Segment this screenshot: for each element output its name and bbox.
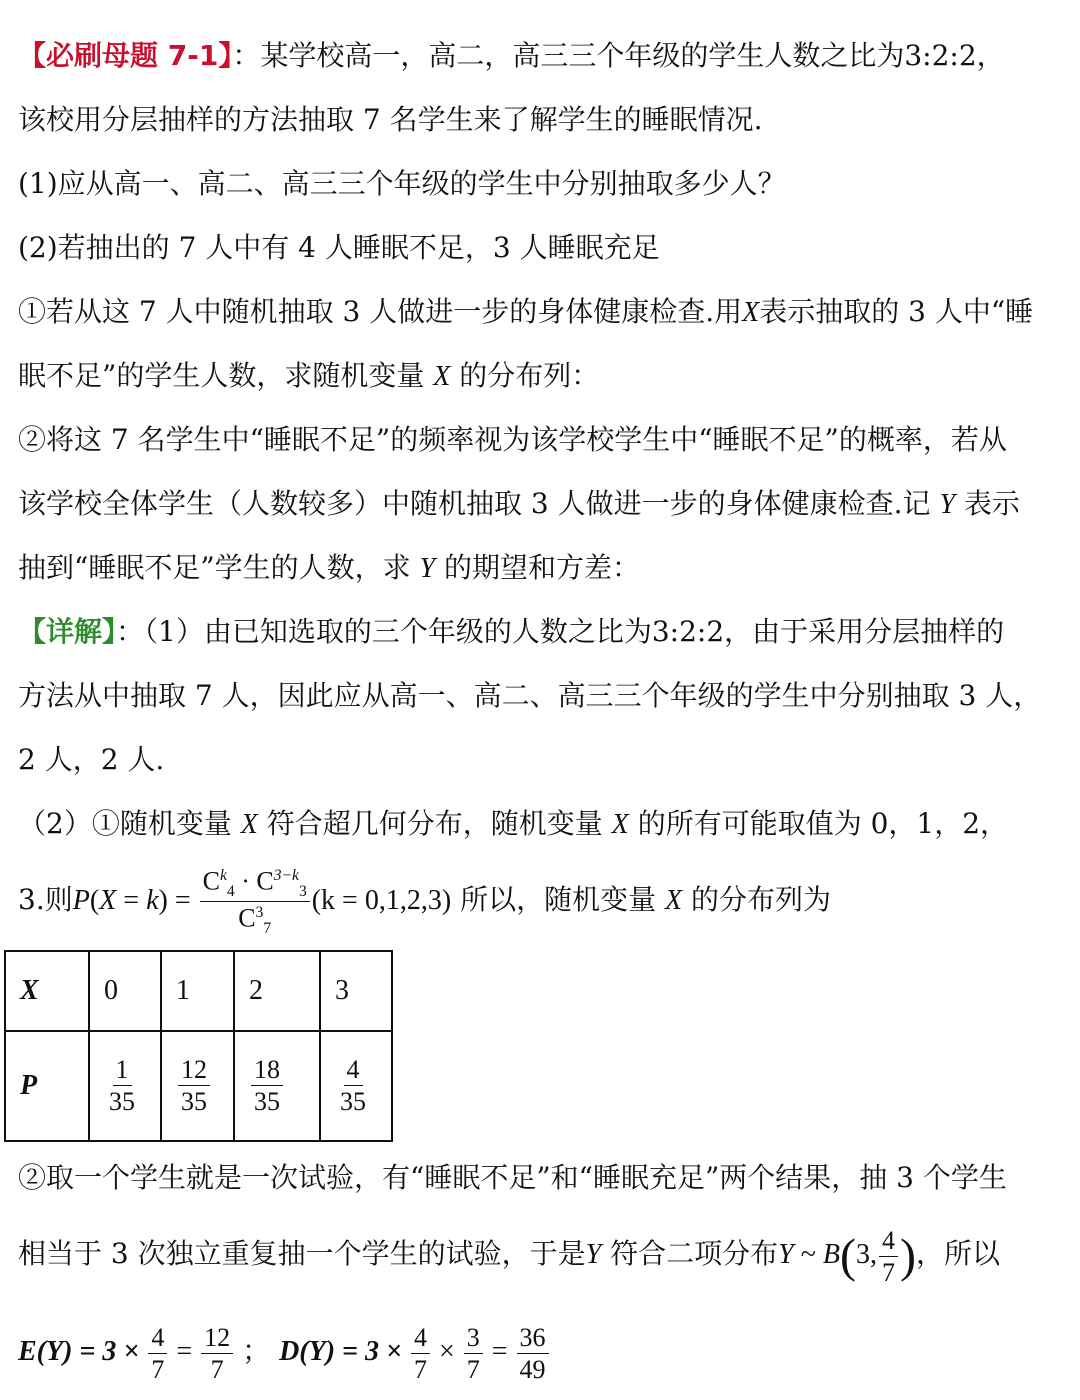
solution-line-1 xyxy=(18,612,1070,652)
question-2b-line-1: ②将这 7 名学生中“睡眠不足”的频率视为该学校学生中“睡眠不足”的概率，若从 xyxy=(18,423,1007,456)
var-y: Y xyxy=(419,553,436,584)
expectation-variance-line xyxy=(18,1316,1070,1387)
problem-tag: 【必刷母题 7-1】 xyxy=(18,39,233,72)
table-cell xyxy=(161,1031,234,1141)
p-den: 35 xyxy=(340,1087,366,1116)
s3-text-c: ，所以 xyxy=(915,1237,1000,1270)
solution-text-1: （1）由已知选取的三个年级的人数之比为3:2:2，由于采用分层抽样的 xyxy=(144,615,1005,648)
p-num: 1 xyxy=(113,1057,132,1086)
p-num: 4 xyxy=(344,1057,363,1086)
var-x: X xyxy=(611,809,629,840)
problem-text-1: 某学校高一，高二，高三三个年级的学生人数之比为3:2:2， xyxy=(260,39,1005,72)
q2b-text-a: 该学校全体学生（人数较多）中随机抽取 3 人做进一步的身体健康检查.记 xyxy=(18,487,931,520)
s2-text-b: 符合超几何分布，随机变量 xyxy=(266,807,603,840)
k-values: (k = 0,1,2,3) xyxy=(311,884,452,916)
var-x: X xyxy=(742,297,760,328)
question-1: (1)应从高一、高二、高三三个年级的学生中分别抽取多少人？ xyxy=(18,167,786,200)
table-cell: 1 xyxy=(161,951,234,1031)
question-2a-line-2 xyxy=(18,356,1070,397)
table-row-x xyxy=(5,951,392,1031)
question-2b-line-2 xyxy=(18,484,1070,525)
p-num: 12 xyxy=(178,1057,210,1086)
solution-line-3: 2 人，2 人. xyxy=(18,743,165,776)
problem-colon: ： xyxy=(232,39,261,72)
table-cell: 0 xyxy=(89,951,161,1031)
q2b-text-b: 表示 xyxy=(963,487,1020,520)
var-x: X xyxy=(433,361,451,392)
problem-line-2: 该校用分层抽样的方法抽取 7 名学生来了解学生的睡眠情况. xyxy=(18,103,763,136)
question-2a-line-1 xyxy=(18,292,1070,333)
s2-text-c: 的所有可能取值为 0，1，2， xyxy=(637,807,1009,840)
var-x: X xyxy=(240,809,258,840)
table-cell: X xyxy=(5,951,89,1031)
q2a-text-d: 的分布列： xyxy=(459,359,600,392)
s2-text-a: （2）①随机变量 xyxy=(18,807,232,840)
var-y: Y xyxy=(939,489,956,520)
q2b-text-d: 的期望和方差： xyxy=(444,551,641,584)
table-cell xyxy=(89,1031,161,1141)
var-y: Y xyxy=(585,1239,602,1270)
s2-text-d: 3.则 xyxy=(18,882,73,916)
table-cell: P xyxy=(5,1031,89,1141)
solution-line-2: 方法从中抽取 7 人，因此应从高一、高二、高三三个年级的学生中分别抽取 3 人， xyxy=(18,679,1042,712)
s2-text-e: 所以，随机变量 xyxy=(460,882,657,916)
solution-line-5 xyxy=(18,868,1070,937)
problem-line-1 xyxy=(18,36,1070,76)
table-cell xyxy=(320,1031,392,1141)
p-den: 35 xyxy=(109,1087,135,1116)
question-2b-line-3 xyxy=(18,548,1070,589)
table-row-p xyxy=(5,1031,392,1141)
hypergeometric-fraction: $\frac{C^k_4 \cdot C^{3-k}_3}{C^3_7}$ xyxy=(200,868,310,937)
table-cell: 2 xyxy=(234,951,320,1031)
s3-text-b: 符合二项分布 xyxy=(610,1237,779,1270)
solution-tag: 【详解】 xyxy=(18,615,117,648)
s2-text-f: 的分布列为 xyxy=(691,882,832,916)
separator: ； xyxy=(242,1334,271,1367)
s3-text-a: 相当于 3 次独立重复抽一个学生的试验，于是 xyxy=(18,1237,586,1270)
probability-formula: P(X = k) = $\frac{C^k_4 \cdot C^{3-k}_3}{C^3_7}$ (k = 0,1,2,3) xyxy=(72,866,452,938)
expectation-formula: E(Y) = 3 × $\frac{4}{7}$ = $\frac{12}{7}$ xyxy=(18,1336,242,1367)
q2b-text-c: 抽到“睡眠不足”学生的人数，求 xyxy=(18,551,411,584)
q2a-text-b: 表示抽取的 3 人中“睡 xyxy=(759,295,1034,328)
variance-formula: D(Y) = 3 × $\frac{4}{7}$ × $\frac{3}{7}$ = $\frac{36}{49}$ xyxy=(279,1336,550,1367)
table-cell xyxy=(234,1031,320,1141)
p-den: 35 xyxy=(254,1087,280,1116)
solution-line-6: ②取一个学生就是一次试验，有“睡眠不足”和“睡眠充足”两个结果，抽 3 个学生 xyxy=(18,1161,1007,1194)
p-den: 35 xyxy=(181,1087,207,1116)
var-x: X xyxy=(665,884,683,916)
distribution-table xyxy=(4,950,393,1142)
q2a-text-a: ①若从这 7 人中随机抽取 3 人做进一步的身体健康检查.用 xyxy=(18,295,743,328)
p-num: 18 xyxy=(251,1057,283,1086)
question-2: (2)若抽出的 7 人中有 4 人睡眠不足，3 人睡眠充足 xyxy=(18,231,660,264)
solution-line-7 xyxy=(18,1222,1070,1287)
q2a-text-c: 眠不足”的学生人数，求随机变量 xyxy=(18,359,425,392)
solution-line-4 xyxy=(18,804,1070,845)
binomial-notation: Y ~ B(3, $\frac{4}{7}$ ) xyxy=(778,1225,916,1287)
table-cell: 3 xyxy=(320,951,392,1031)
solution-colon: ： xyxy=(116,615,145,648)
